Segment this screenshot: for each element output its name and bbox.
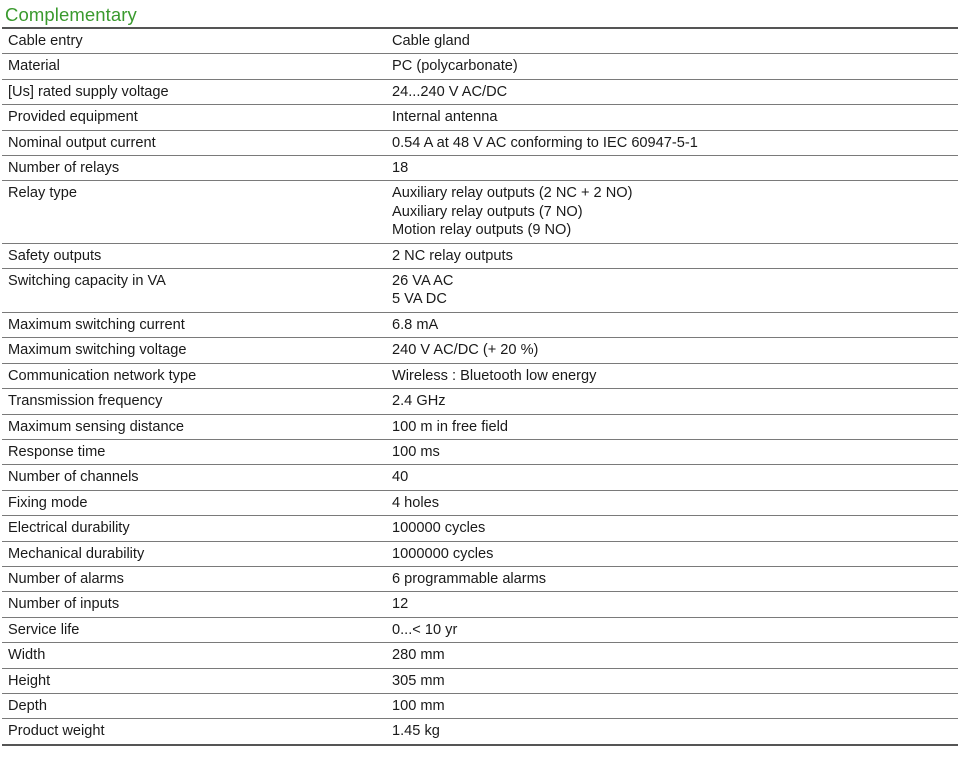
row-value-line: 100 ms	[392, 443, 440, 460]
row-value-line: 100 m in free field	[392, 418, 509, 435]
row-value-line: 4 holes	[392, 494, 440, 511]
row-label: Width	[8, 647, 46, 664]
row-value-line: 0...< 10 yr	[392, 621, 458, 638]
row-label: Mechanical durability	[8, 545, 145, 562]
row-label: Number of alarms	[8, 570, 124, 587]
row-value-line: 100 mm	[392, 697, 445, 714]
row-value-line: 2 NC relay outputs	[392, 247, 513, 264]
row-value	[392, 415, 958, 439]
row-label: Communication network type	[8, 367, 197, 384]
table-row	[2, 618, 958, 643]
row-value-line: 240 V AC/DC (+ 20 %)	[392, 342, 539, 359]
row-value	[392, 465, 958, 489]
row-value-line: Internal antenna	[392, 109, 498, 126]
table-row	[2, 719, 958, 745]
row-label: Number of relays	[8, 160, 120, 177]
table-row	[2, 592, 958, 617]
table-row	[2, 440, 958, 465]
row-label: Transmission frequency	[8, 393, 163, 410]
table-row	[2, 313, 958, 338]
row-label: Product weight	[8, 723, 105, 740]
row-label: Maximum switching voltage	[8, 342, 187, 359]
row-value-line: Wireless : Bluetooth low energy	[392, 367, 597, 384]
row-value-line: 40	[392, 469, 409, 486]
row-value	[392, 54, 958, 78]
row-value	[392, 389, 958, 413]
table-row	[2, 516, 958, 541]
row-value-line: 305 mm	[392, 672, 445, 689]
row-value-line: Motion relay outputs (9 NO)	[392, 222, 572, 239]
row-label: Maximum switching current	[8, 316, 185, 333]
row-label: Service life	[8, 621, 80, 638]
row-value	[392, 719, 958, 743]
row-value-line: 280 mm	[392, 647, 445, 664]
row-label: Number of channels	[8, 469, 139, 486]
row-label: Provided equipment	[8, 109, 138, 126]
row-value	[392, 694, 958, 718]
table-row	[2, 269, 958, 313]
row-value	[392, 567, 958, 591]
table-row	[2, 643, 958, 668]
row-label: Maximum sensing distance	[8, 418, 185, 435]
row-value-line: 1000000 cycles	[392, 545, 494, 562]
row-label: Safety outputs	[8, 247, 102, 264]
row-value-line: 5 VA DC	[392, 291, 447, 308]
row-value	[392, 618, 958, 642]
table-row	[2, 105, 958, 130]
table-row	[2, 389, 958, 414]
row-value	[392, 80, 958, 104]
row-value	[392, 29, 958, 53]
row-value	[392, 516, 958, 540]
row-value	[392, 269, 958, 312]
row-label: Cable entry	[8, 33, 83, 49]
row-value	[392, 491, 958, 515]
row-value-line: 18	[392, 160, 409, 177]
row-label: [Us] rated supply voltage	[8, 83, 169, 100]
row-value-line: 100000 cycles	[392, 520, 486, 537]
table-row	[2, 491, 958, 516]
table-row	[2, 29, 958, 54]
row-value-line: PC (polycarbonate)	[392, 58, 518, 75]
table-row	[2, 542, 958, 567]
row-label: Electrical durability	[8, 520, 130, 537]
table-row	[2, 415, 958, 440]
row-value-line: 6 programmable alarms	[392, 570, 547, 587]
row-value-line: 26 VA AC	[392, 273, 454, 290]
row-value-line: 6.8 mA	[392, 316, 439, 333]
row-value	[392, 542, 958, 566]
row-value	[392, 440, 958, 464]
table-row	[2, 131, 958, 156]
row-value-line: Auxiliary relay outputs (2 NC + 2 NO)	[392, 185, 633, 202]
table-row	[2, 338, 958, 363]
row-value-line: Cable gland	[392, 33, 470, 49]
section-title: Complementary	[5, 4, 137, 25]
table-row	[2, 669, 958, 694]
table-row	[2, 244, 958, 269]
row-label: Depth	[8, 697, 47, 714]
row-label: Response time	[8, 443, 106, 460]
table-row	[2, 694, 958, 719]
row-value	[392, 105, 958, 129]
row-label: Nominal output current	[8, 134, 156, 151]
row-label: Number of inputs	[8, 596, 120, 613]
row-label: Relay type	[8, 185, 77, 202]
row-value	[392, 156, 958, 180]
row-label: Fixing mode	[8, 494, 88, 511]
row-value	[392, 592, 958, 616]
row-value-line: 24...240 V AC/DC	[392, 83, 508, 100]
table-row	[2, 181, 958, 243]
table-row	[2, 465, 958, 490]
row-value	[392, 244, 958, 268]
row-label: Switching capacity in VA	[8, 273, 166, 290]
row-value-line: 12	[392, 596, 409, 613]
table-row	[2, 567, 958, 592]
row-value	[392, 338, 958, 362]
row-value-line: 2.4 GHz	[392, 393, 446, 410]
row-value	[392, 364, 958, 388]
row-label: Material	[8, 58, 60, 75]
row-value	[392, 669, 958, 693]
row-value-line: 0.54 A at 48 V AC conforming to IEC 60947-5-1	[392, 134, 698, 151]
row-value	[392, 131, 958, 155]
row-value-line: 1.45 kg	[392, 723, 440, 740]
table-row	[2, 80, 958, 105]
table-row	[2, 54, 958, 79]
row-value	[392, 313, 958, 337]
table-row	[2, 364, 958, 389]
row-label: Height	[8, 672, 51, 689]
table-row	[2, 156, 958, 181]
row-value-line: Auxiliary relay outputs (7 NO)	[392, 203, 583, 220]
spec-table	[2, 27, 958, 746]
row-value	[392, 181, 958, 242]
row-value	[392, 643, 958, 667]
